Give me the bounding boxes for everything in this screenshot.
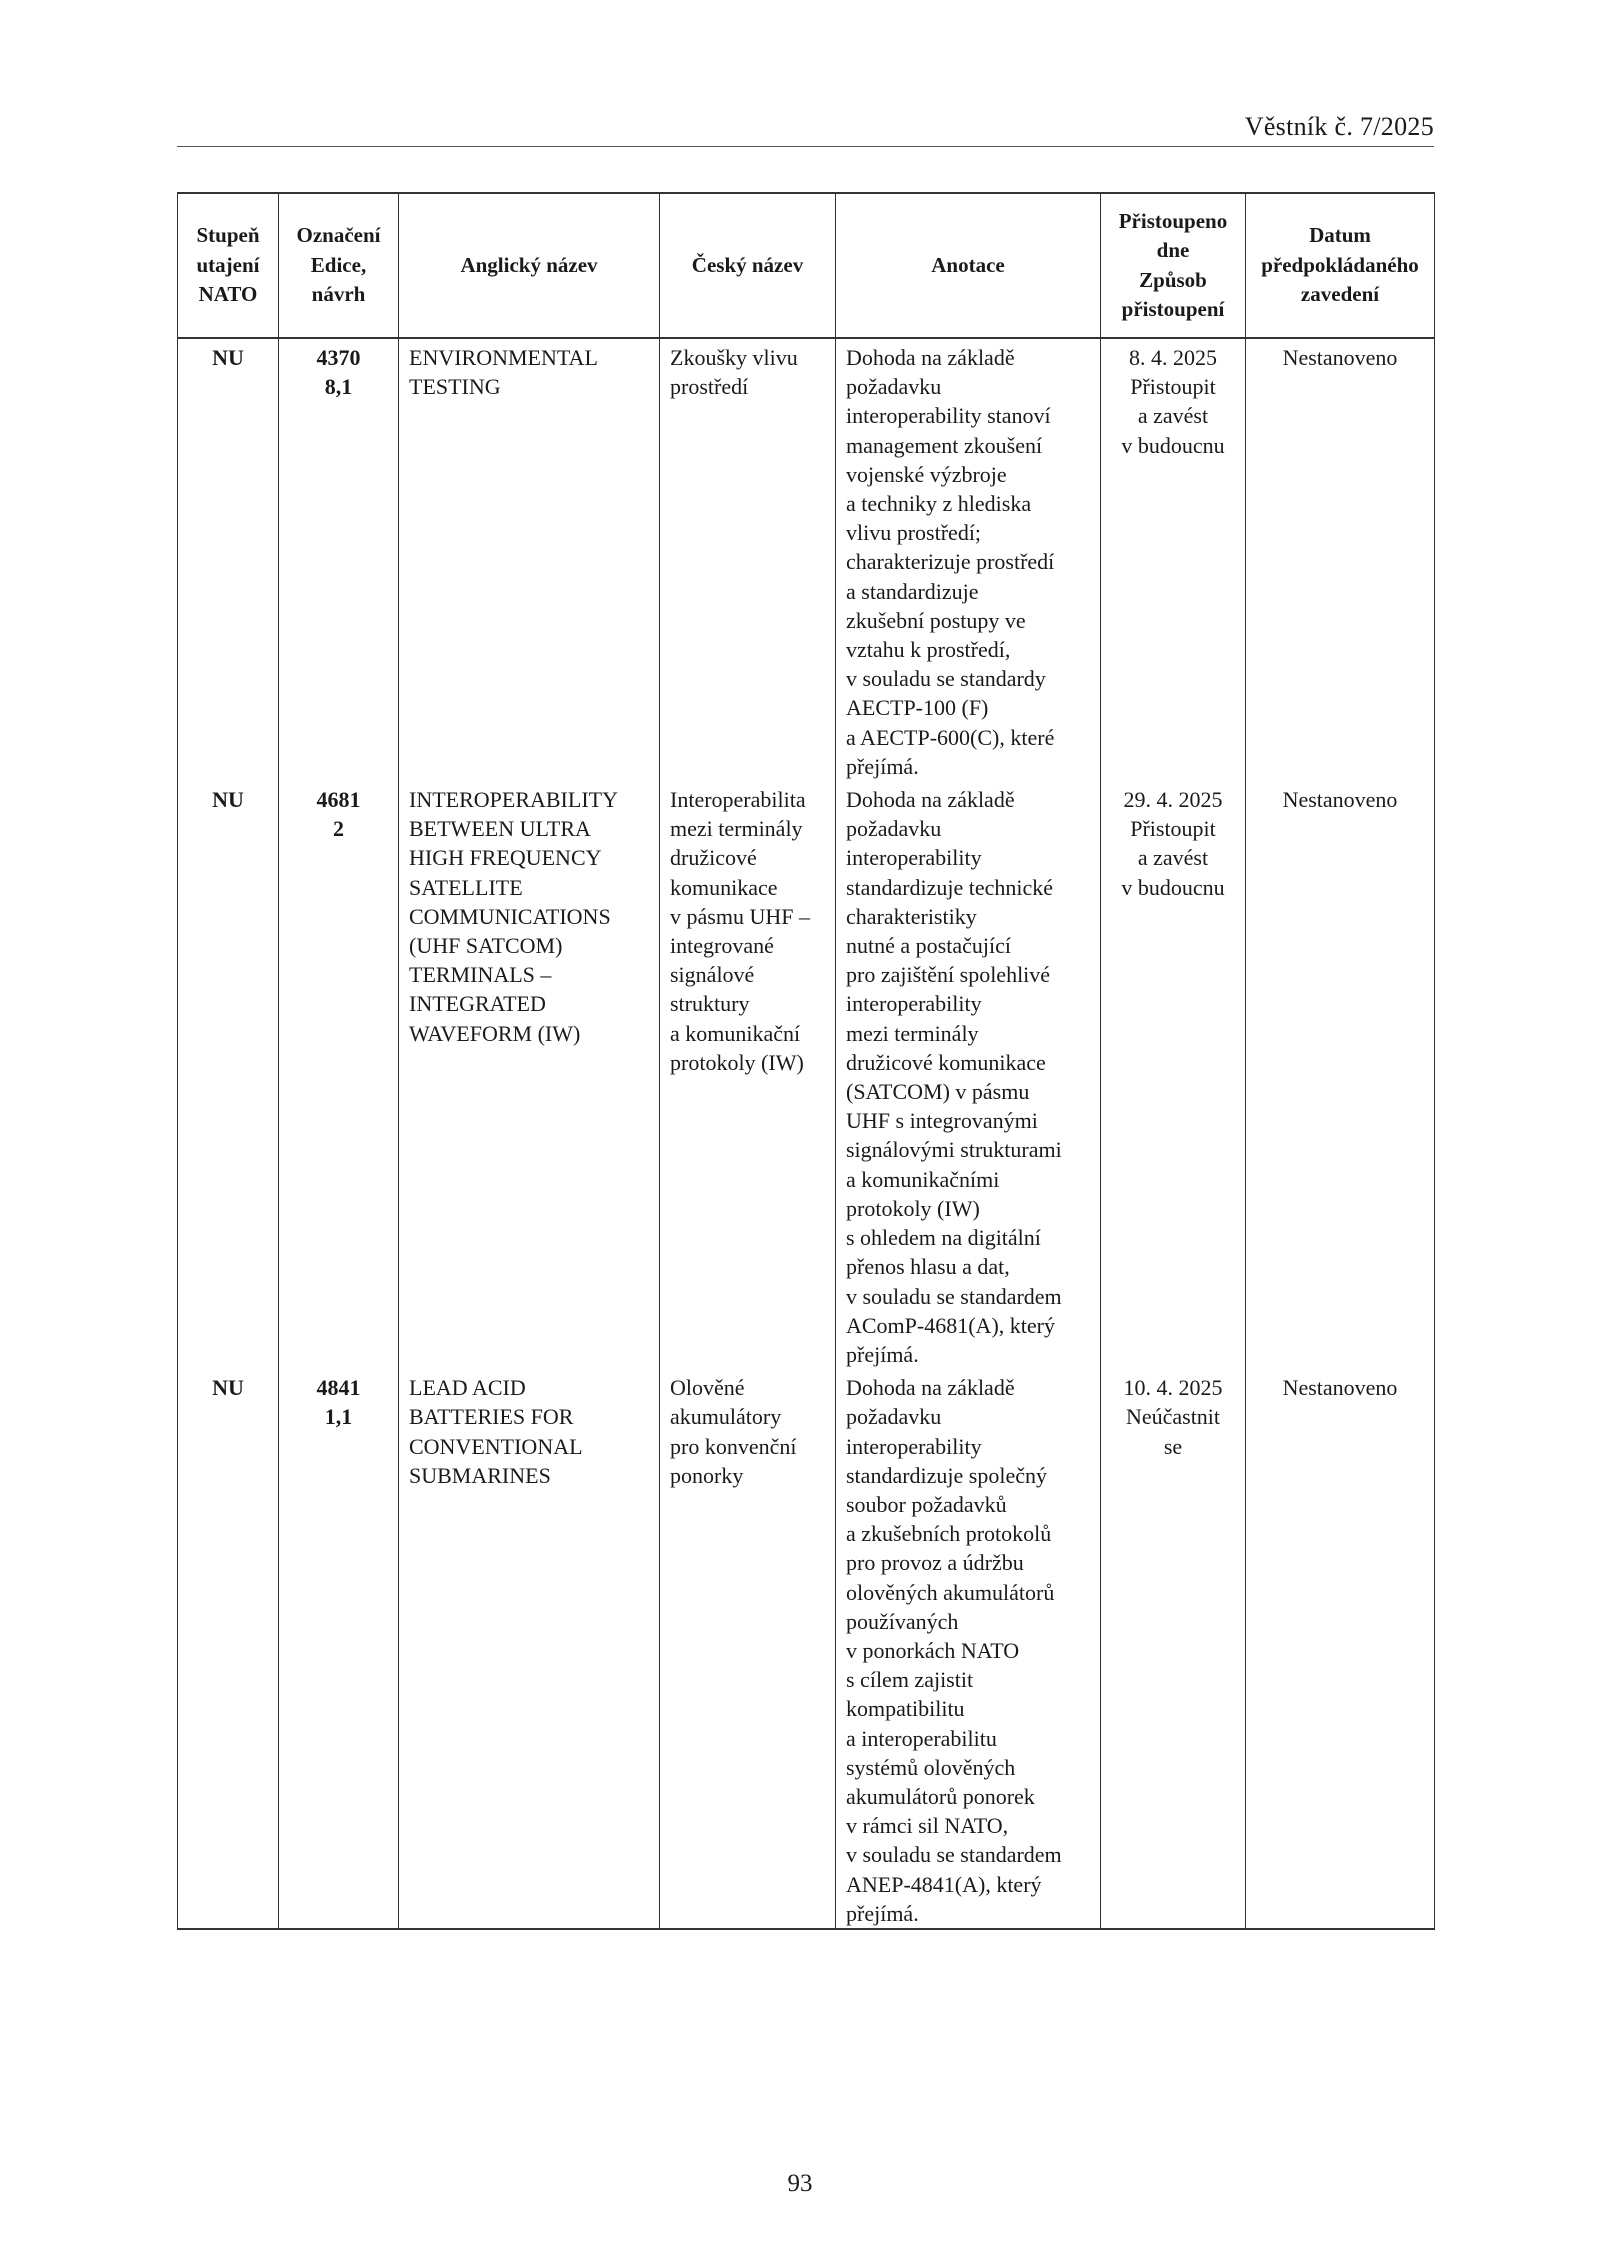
- cell-oznaceni-line: 1,1: [324, 1404, 353, 1430]
- cell-datum-line: Nestanoveno: [1282, 1375, 1398, 1401]
- cell-anotace-line: Dohoda na základě: [846, 345, 1015, 370]
- table-row: [178, 1369, 1435, 1929]
- cell-oznaceni: [279, 781, 399, 1369]
- cell-pristoupeno-line: Přistoupit: [1130, 374, 1216, 400]
- cell-anglicky-line: (UHF SATCOM): [409, 933, 563, 959]
- cell-anotace-line: akumulátorů ponorek: [846, 1783, 1035, 1809]
- cell-anglicky-line: CONVENTIONAL: [409, 1433, 583, 1459]
- cell-cesky-line: struktury: [670, 991, 750, 1017]
- cell-anotace-line: AECTP-100 (F): [846, 695, 989, 721]
- cell-anotace-line: s ohledem na digitální: [846, 1225, 1041, 1251]
- cell-pristoupeno-line: v budoucnu: [1121, 432, 1225, 458]
- cell-anglicky-line: BATTERIES FOR: [409, 1404, 574, 1430]
- cell-anotace-line: a techniky z hlediska: [846, 491, 1032, 517]
- col-header-line: předpokládaného: [1261, 252, 1419, 277]
- col-header-line: zavedení: [1300, 282, 1380, 307]
- cell-anglicky: [399, 781, 660, 1369]
- cell-cesky-line: pro konvenční: [670, 1433, 797, 1459]
- bulletin-title: Věstník č. 7/2025: [1244, 112, 1434, 141]
- cell-pristoupeno-line: a zavést: [1137, 845, 1209, 871]
- col-header-pristoupeno: [1101, 193, 1246, 338]
- col-header-anotace: [836, 193, 1101, 338]
- cell-cesky: [660, 781, 836, 1369]
- cell-cesky-line: Interoperabilita: [670, 787, 806, 813]
- table-row: [178, 781, 1435, 1369]
- cell-anglicky-line: TESTING: [409, 374, 501, 400]
- cell-cesky-line: mezi terminály: [670, 816, 803, 842]
- cell-cesky-line: prostředí: [670, 374, 749, 400]
- col-header-oznaceni: [279, 193, 399, 338]
- col-header-line: návrh: [311, 282, 366, 307]
- cell-anotace-line: signálovými strukturami: [846, 1137, 1062, 1163]
- cell-cesky-line: ponorky: [670, 1462, 744, 1488]
- col-header-line: dne: [1156, 238, 1190, 262]
- cell-anglicky-line: INTEROPERABILITY: [409, 787, 618, 813]
- col-header-line: Stupeň: [196, 223, 260, 248]
- col-header-line: Edice,: [310, 252, 367, 277]
- cell-anotace-line: v ponorkách NATO: [846, 1637, 1020, 1663]
- cell-anotace-line: UHF s integrovanými: [846, 1108, 1038, 1134]
- stanag-table: [177, 192, 1435, 1930]
- cell-anotace-line: v souladu se standardy: [846, 666, 1046, 692]
- cell-oznaceni-line: 2: [333, 816, 344, 842]
- cell-anglicky: [399, 1369, 660, 1929]
- cell-anotace: [836, 338, 1101, 781]
- cell-stupen-line: NU: [212, 787, 244, 813]
- cell-anotace-line: interoperability: [846, 1433, 982, 1459]
- cell-pristoupeno-line: v budoucnu: [1121, 874, 1225, 900]
- cell-anotace: [836, 781, 1101, 1369]
- cell-pristoupeno-line: Přistoupit: [1130, 816, 1216, 842]
- cell-pristoupeno-line: 8. 4. 2025: [1129, 345, 1217, 370]
- cell-anglicky-line: INTEGRATED: [409, 991, 546, 1017]
- cell-cesky-line: signálové: [670, 962, 755, 988]
- cell-anotace-line: a zkušebních protokolů: [846, 1521, 1052, 1547]
- cell-anotace-line: vojenské výzbroje: [846, 461, 1007, 487]
- cell-anotace-line: v rámci sil NATO,: [846, 1813, 1009, 1839]
- cell-pristoupeno-line: Neúčastnit: [1125, 1404, 1221, 1430]
- cell-cesky-line: komunikace: [670, 874, 778, 900]
- cell-anglicky-line: SATELLITE: [409, 874, 523, 900]
- cell-anotace-line: používaných: [846, 1608, 959, 1634]
- cell-anglicky-line: BETWEEN ULTRA: [409, 816, 591, 842]
- cell-anotace-line: interoperability stanoví: [846, 403, 1051, 429]
- cell-pristoupeno-line: 10. 4. 2025: [1123, 1375, 1223, 1401]
- cell-pristoupeno: [1101, 1369, 1246, 1929]
- col-header-line: utajení: [196, 252, 260, 277]
- cell-anotace-line: charakterizuje prostředí: [846, 549, 1055, 575]
- cell-stupen: [178, 338, 279, 781]
- cell-anotace-line: charakteristiky: [846, 903, 977, 929]
- col-header-line: Český název: [691, 252, 804, 277]
- cell-cesky: [660, 1369, 836, 1929]
- cell-anglicky-line: COMMUNICATIONS: [409, 903, 611, 929]
- cell-anotace-line: pro zajištění spolehlivé: [846, 962, 1051, 988]
- cell-anotace: [836, 1369, 1101, 1929]
- cell-anotace-line: AComP-4681(A), který: [846, 1312, 1055, 1338]
- cell-stupen: [178, 1369, 279, 1929]
- cell-pristoupeno-line: se: [1163, 1433, 1183, 1459]
- col-header-line: Označení: [296, 223, 381, 248]
- cell-anotace-line: soubor požadavků: [846, 1491, 1007, 1517]
- col-header-line: Anglický název: [460, 252, 598, 277]
- table-header-row: [178, 193, 1435, 338]
- cell-anglicky-line: WAVEFORM (IW): [409, 1020, 581, 1046]
- header-rule: [177, 146, 1434, 147]
- cell-pristoupeno-line: 29. 4. 2025: [1123, 787, 1223, 813]
- cell-anotace-line: v souladu se standardem: [846, 1283, 1062, 1309]
- page-number: 93: [787, 2170, 813, 2197]
- cell-cesky-line: akumulátory: [670, 1404, 782, 1430]
- col-header-line: přistoupení: [1121, 297, 1225, 321]
- cell-datum: [1246, 1369, 1435, 1929]
- cell-anglicky-line: HIGH FREQUENCY: [409, 845, 602, 871]
- cell-anotace-line: s cílem zajistit: [846, 1667, 974, 1693]
- col-header-stupen: [178, 193, 279, 338]
- cell-anglicky-line: TERMINALS –: [409, 962, 552, 988]
- cell-oznaceni-line: 4681: [316, 787, 361, 813]
- cell-anotace-line: standardizuje technické: [846, 874, 1054, 900]
- cell-pristoupeno: [1101, 781, 1246, 1369]
- cell-anotace-line: systémů olověných: [846, 1754, 1016, 1780]
- cell-oznaceni-line: 4841: [316, 1375, 361, 1401]
- cell-anotace-line: olověných akumulátorů: [846, 1579, 1055, 1605]
- col-header-anglicky: [399, 193, 660, 338]
- cell-anotace-line: a AECTP-600(C), které: [846, 724, 1055, 750]
- cell-cesky-line: Zkoušky vlivu: [670, 345, 798, 370]
- cell-anotace-line: požadavku: [846, 374, 942, 400]
- col-header-datum: [1246, 193, 1435, 338]
- cell-anglicky-line: ENVIRONMENTAL: [409, 345, 598, 370]
- cell-stupen: [178, 781, 279, 1369]
- cell-anotace-line: přejímá.: [846, 1900, 919, 1926]
- cell-anotace-line: kompatibilitu: [846, 1696, 965, 1722]
- cell-cesky-line: a komunikační: [670, 1020, 801, 1046]
- cell-anotace-line: protokoly (IW): [846, 1195, 980, 1221]
- cell-oznaceni: [279, 338, 399, 781]
- cell-datum: [1246, 781, 1435, 1369]
- cell-anotace-line: nutné a postačující: [846, 933, 1011, 959]
- cell-anotace-line: družicové komunikace: [846, 1049, 1046, 1075]
- cell-anglicky-line: SUBMARINES: [409, 1462, 551, 1488]
- cell-cesky-line: družicové: [670, 845, 757, 871]
- cell-anotace-line: standardizuje společný: [846, 1462, 1047, 1488]
- cell-anotace-line: a interoperabilitu: [846, 1725, 997, 1751]
- cell-anotace-line: vztahu k prostředí,: [846, 637, 1011, 663]
- cell-cesky-line: protokoly (IW): [670, 1049, 804, 1075]
- cell-anotace-line: požadavku: [846, 816, 942, 842]
- cell-stupen-line: NU: [212, 1375, 244, 1401]
- cell-cesky: [660, 338, 836, 781]
- cell-anglicky: [399, 338, 660, 781]
- cell-anotace-line: a komunikačními: [846, 1166, 1000, 1192]
- cell-anotace-line: (SATCOM) v pásmu: [846, 1079, 1030, 1105]
- cell-cesky-line: Olověné: [670, 1375, 745, 1401]
- cell-pristoupeno-line: a zavést: [1137, 403, 1209, 429]
- cell-datum: [1246, 338, 1435, 781]
- cell-cesky-line: v pásmu UHF –: [670, 903, 810, 929]
- cell-cesky-line: integrované: [670, 933, 774, 959]
- cell-anotace-line: a standardizuje: [846, 578, 979, 604]
- cell-anotace-line: management zkoušení: [846, 432, 1043, 458]
- cell-datum-line: Nestanoveno: [1282, 787, 1398, 813]
- cell-anotace-line: interoperability: [846, 845, 982, 871]
- col-header-line: Datum: [1309, 223, 1371, 248]
- cell-anotace-line: Dohoda na základě: [846, 1375, 1015, 1401]
- cell-anotace-line: vlivu prostředí;: [846, 520, 982, 546]
- cell-stupen-line: NU: [212, 345, 244, 370]
- cell-oznaceni-line: 8,1: [324, 374, 353, 400]
- cell-anotace-line: přejímá.: [846, 1341, 919, 1367]
- cell-oznaceni-line: 4370: [316, 345, 361, 370]
- cell-anotace-line: požadavku: [846, 1404, 942, 1430]
- cell-pristoupeno: [1101, 338, 1246, 781]
- col-header-line: Anotace: [931, 252, 1005, 277]
- col-header-line: NATO: [198, 282, 258, 307]
- cell-anotace-line: interoperability: [846, 991, 982, 1017]
- cell-anotace-line: ANEP-4841(A), který: [846, 1871, 1042, 1897]
- cell-anotace-line: v souladu se standardem: [846, 1842, 1062, 1868]
- cell-anotace-line: zkušební postupy ve: [846, 607, 1026, 633]
- cell-anotace-line: přenos hlasu a dat,: [846, 1254, 1010, 1280]
- cell-anotace-line: mezi terminály: [846, 1020, 979, 1046]
- cell-anotace-line: Dohoda na základě: [846, 787, 1015, 813]
- col-header-cesky: [660, 193, 836, 338]
- cell-anotace-line: pro provoz a údržbu: [846, 1550, 1024, 1576]
- table-row: [178, 338, 1435, 781]
- col-header-line: Přistoupeno: [1118, 208, 1228, 233]
- cell-anotace-line: přejímá.: [846, 753, 919, 779]
- col-header-line: Způsob: [1139, 267, 1207, 292]
- cell-oznaceni: [279, 1369, 399, 1929]
- cell-datum-line: Nestanoveno: [1282, 345, 1398, 370]
- cell-anglicky-line: LEAD ACID: [409, 1375, 526, 1401]
